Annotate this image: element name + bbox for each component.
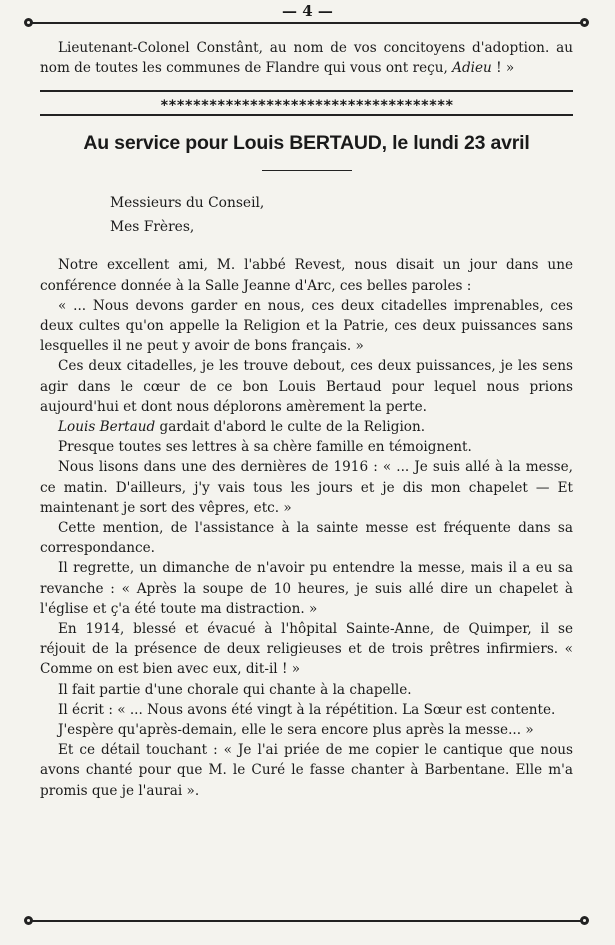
page-content [40, 38, 573, 801]
paragraph-13: Et ce détail touchant : « Je l'ai priée de me copier le cantique que nous avons chanté pour que M. le Curé le fasse chanter à Barbentane. Elle m'a promis que je l'aurai ». [40, 742, 573, 799]
top-border-rule [30, 22, 583, 24]
salutation-line-2: Mes Frères, [110, 219, 195, 236]
paragraph-2: « ... Nous devons garder en nous, ces deux citadelles imprenables, ces deux cultes qu'on appelle la Religion et la Patrie, ces deux puissances sans lesquelles il ne peut y avoir de bons français. » [40, 297, 573, 355]
salutation [110, 191, 573, 239]
paragraph-7: Cette mention, de l'assistance à la sainte messe est fréquente dans sa correspondance. [40, 520, 573, 557]
intro-closing: ! » [491, 60, 515, 77]
intro-adieu: Adieu [452, 60, 492, 77]
paragraph-6: Nous lisons dans une des dernières de 1916 : « ... Je suis allé à la messe, ce matin. D'ailleurs, j'y vais tous les jours et je dis mon chapelet — Et maintenant je sort des vêpres, etc. » [40, 459, 573, 516]
top-left-ornament-icon [24, 18, 33, 27]
paragraph-4-name: Louis Bertaud [58, 419, 156, 436]
heading-rule [262, 170, 352, 171]
bottom-left-ornament-icon [24, 916, 33, 925]
page-number: — 4 — [282, 2, 333, 20]
paragraph-10: Il fait partie d'une chorale qui chante à la chapelle. [58, 681, 412, 698]
intro-text: Lieutenant-Colonel Constânt, au nom de vos concitoyens d'adoption. au nom de toutes les communes de Flandre qui vous ont reçu, [40, 40, 573, 77]
paragraph-12: J'espère qu'après-demain, elle le sera encore plus après la messe... » [58, 722, 534, 739]
salutation-line-1: Messieurs du Conseil, [110, 195, 265, 212]
top-right-ornament-icon [580, 18, 589, 27]
bottom-right-ornament-icon [580, 916, 589, 925]
paragraph-5: Presque toutes ses lettres à sa chère famille en témoignent. [58, 439, 472, 456]
section-heading: Au service pour Louis BERTAUD, le lundi 23 avril [83, 132, 530, 155]
star-separator: ∗∗∗∗∗∗∗∗∗∗∗∗∗∗∗∗∗∗∗∗∗∗∗∗∗∗∗∗∗∗∗∗∗∗∗∗ [40, 90, 573, 116]
bottom-border-rule [30, 920, 583, 922]
paragraph-11: Il écrit : « ... Nous avons été vingt à la répétition. La Sœur est contente. [58, 701, 556, 718]
intro-paragraph [40, 38, 573, 78]
paragraph-3: Ces deux citadelles, je les trouve debout, ces deux puissances, je les sens agir dans le cœur de ce bon Louis Bertaud pour lequel nous prions aujourd'hui et dont nous déplorons amèrement la perte. [40, 358, 573, 415]
paragraph-1: Notre excellent ami, M. l'abbé Revest, nous disait un jour dans une conférence donnée à la Salle Jeanne d'Arc, ces belles paroles : [40, 257, 573, 294]
paragraph-9: En 1914, blessé et évacué à l'hôpital Sainte-Anne, de Quimper, il se réjouit de la présence de deux religieuses et de trois prêtres infirmiers. « Comme on est bien avec eux, dit-il ! » [40, 621, 573, 678]
paragraph-4 [40, 417, 573, 437]
paragraph-4-text: gardait d'abord le culte de la Religion. [155, 419, 426, 436]
paragraph-8: Il regrette, un dimanche de n'avoir pu entendre la messe, mais il a eu sa revanche : « Après la soupe de 10 heures, je suis allé dire un chapelet à l'église et ç'a été toute ma distraction. » [40, 560, 573, 617]
body-text [40, 255, 573, 800]
